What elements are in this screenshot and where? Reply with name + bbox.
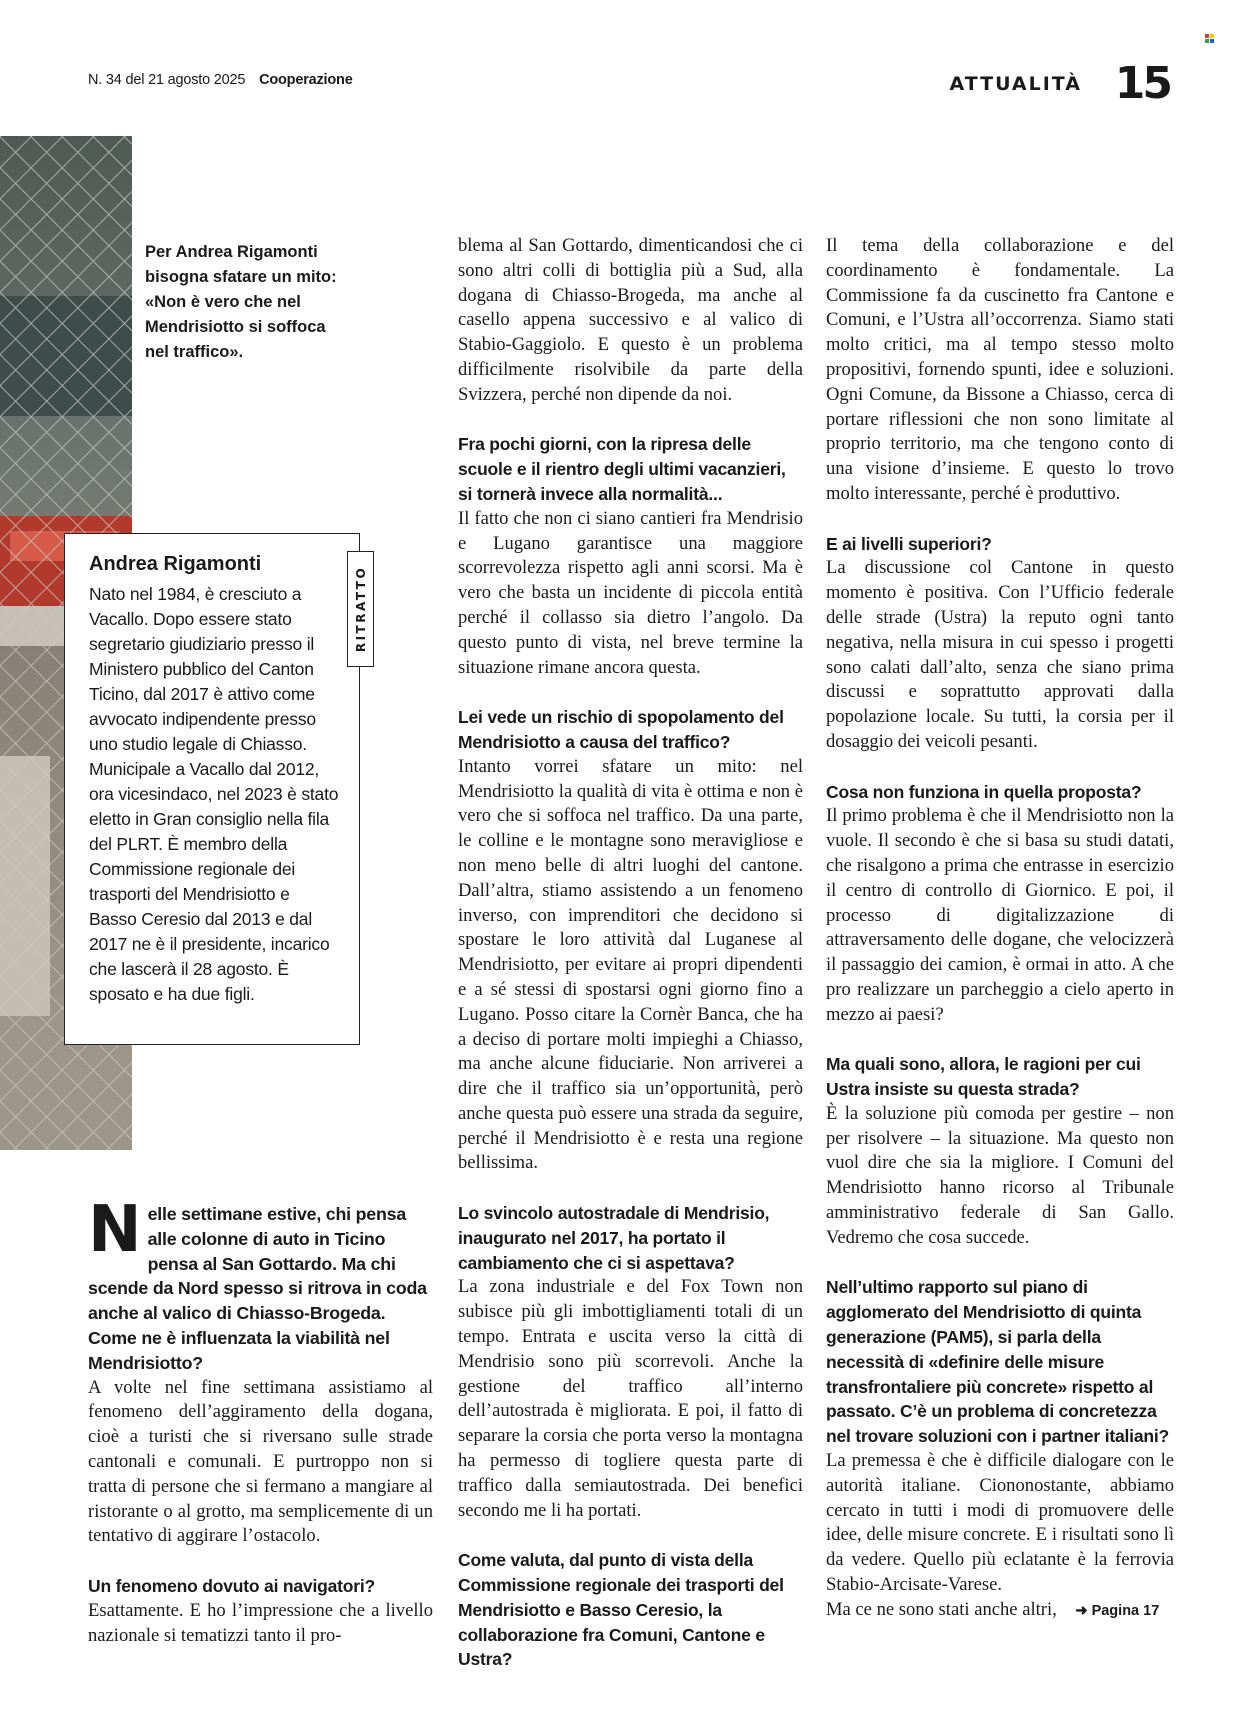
answer-paragraph: È la soluzione più comoda per gestire – non per risolvere – la situazione. Ma questo non vuol dire che sia la migliore. I Comuni del Mendrisiotto hanno ricorso al Tribunale amministrativo federale di San Gallo. Vedremo che cosa succede. xyxy=(826,1102,1174,1248)
answer-last-line xyxy=(826,1598,1174,1624)
question-heading: Fra pochi giorni, con la ripresa delle scuole e il rientro degli ultimi vacanzieri, si tornerà invece alla normalità... xyxy=(458,434,786,504)
lead-text: Per Andrea Rigamonti bisogna sfatare un mito: «Non è vero che nel Mendrisiotto si soffoca nel traffico». xyxy=(145,243,337,361)
answer-paragraph: Esattamente. E ho l’impressione che a livello nazionale si tematizzi tanto il pro- xyxy=(88,1599,433,1646)
continued-on-page-link[interactable]: ➜ Pagina 17 xyxy=(1075,1602,1160,1619)
answer-paragraph: La zona industriale e del Fox Town non subisce più gli imbottigliamenti totali di un tempo. Entrata e uscita verso la città di Mendrisio sono più scorrevoli. Anche la gestione del traffico all’interno dell’autostrada è migliorata. E poi, il fatto di separare la corsia che porta verso la montagna ha permesso di togliere questa parte di traffico dalla semiautostrada. Dei benefici secondo me li ha portati. xyxy=(458,1276,803,1521)
section-title: ATTUALITÀ xyxy=(949,73,1082,95)
answer-paragraph: A volte nel fine settimana assistiamo al fenomeno dell’aggiramento della dogana, cioè a turisti che si riversano sulle strade cantonali e comunali. E purtroppo non si tratta di persone che si fermano a mangiare al ristorante o al grotto, ma semplicemente di un tentativo di aggirare l’ostacolo. xyxy=(88,1376,433,1547)
answer-closing-text: Ma ce ne sono stati anche altri, xyxy=(826,1598,1057,1620)
question-heading: Un fenomeno dovuto ai navigatori? xyxy=(88,1575,376,1596)
bio-name: Andrea Rigamonti xyxy=(89,553,262,575)
article-column-2 xyxy=(458,234,803,1672)
answer-paragraph: La premessa è che è difficile dialogare con le autorità italiane. Ciononostante, abbiamo cercato in tutti i modi di promuovere delle idee, delle misure concrete. E i risultati sono lì da vedere. Quello più eclatante è la ferrovia Stabio-Arcisate-Varese. xyxy=(826,1450,1174,1596)
question-heading: Come valuta, dal punto di vista della Commissione regionale dei trasporti del Mendrisiotto e Basso Ceresio, la collaborazione fra Comuni, Cantone e Ustra? xyxy=(458,1550,784,1670)
question-heading: E ai livelli superiori? xyxy=(826,533,992,554)
bio-box xyxy=(64,533,360,1045)
masthead-info xyxy=(88,72,353,88)
article-column-3 xyxy=(826,234,1174,1624)
question-heading: Ma quali sono, allora, le ragioni per cui Ustra insiste su questa strada? xyxy=(826,1054,1141,1100)
answer-paragraph: Il tema della collaborazione e del coordinamento è fondamentale. La Commissione fa da cuscinetto fra Cantone e Comuni, e l’Ustra all’occorrenza. Siamo stati molto critici, ma al tempo stesso molto propositivi, fornendo spunti, idee e soluzioni. Ogni Comune, da Bissone a Chiasso, cerca di portare riflessioni che non sono limitate al proprio territorio, ma che tengono conto di una visione d’insieme. E questo lo trovo molto interessante, perché è produttivo. xyxy=(826,235,1174,504)
answer-paragraph: Il primo problema è che il Mendrisiotto non la vuole. Il secondo è che si basa su studi datati, che risalgono a prima che entrasse in esercizio il centro di controllo di Giornico. E poi, il processo di digitalizzazione di attraversamento delle dogane, che velocizzerà il passaggio dei camion, è ormai in atto. A che pro realizzare un parcheggio a cielo aperto in mezzo ai paesi? xyxy=(826,805,1174,1025)
question-heading: Lei vede un rischio di spopolamento del Mendrisiotto a causa del traffico? xyxy=(458,707,784,752)
answer-paragraph: Intanto vorrei sfatare un mito: nel Mendrisiotto la qualità di vita è ottima e non è vero che si soffoca nel traffico. Da una parte, le colline e le montagne sono meravigliose e non meno belle di altri luoghi del cantone. Dall’altra, stiamo assistendo a un fenomeno inverso, con imprenditori che decidono si spostare le loro attività dal Luganese al Mendrisiotto, per evitare ai propri dipendenti e a sé stessi di spostarsi ogni giorno fino a Lugano. Posso citare la Cornèr Banca, che ha a deciso di portare molti impieghi a Chiasso, ma anche alcune fiduciarie. Non arriverei a dire che il traffico sia un’opportunità, però anche questa può essere una strada da seguire, perché il Mendrisiotto è e resta una regione bellissima. xyxy=(458,755,803,1174)
article-intro xyxy=(88,1193,433,1376)
question-heading: Nell’ultimo rapporto sul piano di agglomerato del Mendrisiotto di quinta generazione (PAM5), si parla della necessità di «definire delle misure transfrontaliere più concrete» rispetto al passato. C’è un problema di concretezza nel trovare soluzioni con i partner italiani? xyxy=(826,1277,1170,1447)
intro-question: elle settimane estive, chi pensa alle colonne di auto in Ticino pensa al San Gottardo. Ma chi scende da Nord spesso si ritrova in coda anche al valico di Chiasso-Brogeda. Come ne è influenzata la viabilità nel Mendrisiotto? xyxy=(88,1204,427,1373)
question-heading: Cosa non funziona in quella proposta? xyxy=(826,781,1142,802)
article-column-1 xyxy=(88,1193,433,1648)
portrait-tag-label: RITRATTO xyxy=(353,565,368,653)
page-number: 15 xyxy=(1114,58,1170,109)
publication-name: Cooperazione xyxy=(259,72,353,88)
color-marks-icon xyxy=(1205,34,1214,43)
drop-cap: N xyxy=(88,1193,140,1267)
answer-paragraph: blema al San Gottardo, dimenticandosi che ci sono altri colli di bottiglia più a Sud, alla dogana di Chiasso-Brogeda, ma anche al casello appena successivo e al valico di Stabio-Gaggiolo. E questo è un problema difficilmente risolvibile da parte della Svizzera, perché non dipende da noi. xyxy=(458,235,803,405)
question-heading: Lo svincolo autostradale di Mendrisio, inaugurato nel 2017, ha portato il cambiamento che ci si aspettava? xyxy=(458,1203,770,1273)
answer-paragraph: Il fatto che non ci siano cantieri fra Mendrisio e Lugano garantisce una maggiore scorrevolezza rispetto agli anni scorsi. Ma è vero che basta un incidente di piccola entità perché il collasso sia dietro l’angolo. Da questo punto di vista, nel breve termine la situazione rimane ancora questa. xyxy=(458,507,803,678)
issue-date: N. 34 del 21 agosto 2025 xyxy=(88,72,246,88)
portrait-tag xyxy=(347,551,374,667)
answer-paragraph: La discussione col Cantone in questo momento è positiva. Con l’Ufficio federale delle strade (Ustra) la reputo ogni tanto negativa, nella misura in cui spesso i progetti sono calati dall’alto, senza che siano prima discussi e soprattutto approvati dalla popolazione locale. Su tutti, la corsia per il dosaggio dei veicoli pesanti. xyxy=(826,557,1174,752)
bio-text: Nato nel 1984, è cresciuto a Vacallo. Dopo essere stato segretario giudiziario presso il Ministero pubblico del Canton Ticino, dal 2017 è attivo come avvocato indipendente presso uno studio legale di Chiasso. Municipale a Vacallo dal 2012, ora vicesindaco, nel 2023 è stato eletto in Gran consiglio nella fila del PLRT. È membro della Commissione regionale dei trasporti del Mendrisiotto e Basso Ceresio dal 2013 e dal 2017 ne è il presidente, incarico che lascerà il 28 agosto. È sposato e ha due figli. xyxy=(89,584,339,1004)
